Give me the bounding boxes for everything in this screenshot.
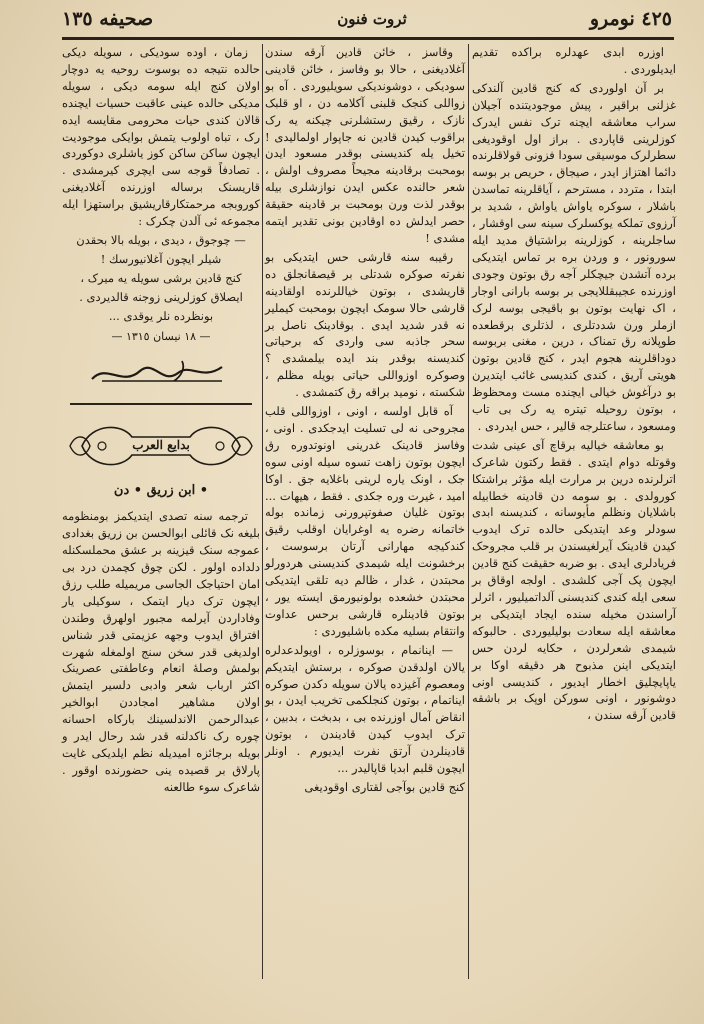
paragraph: رقیبه سنه قارشی حس ایتدیکی بو نفرته صوکره شدتلی بر قیصقانجلق ده قاریشدی ، بوتون خیاللرنده اولقادینه قارشی حالا سومک ایچون بومحبت کیملیر نه قدر شدید ایدی . بوقادینک ناصل بر سحر جاذبه سی واردی که برحیاتی کندیسنه بوقدر بند ایده بیلمشدی ؟ وصوکره اوزواللی حیاتی بویله مظلم ، شکسته ، نومید براقه رق کتمشدی .: [265, 249, 465, 400]
section-divider: [70, 403, 252, 405]
paragraph: کنج قادین بوآجی لقتاری اوقودیغی: [304, 779, 465, 794]
paragraph: آه قابل اولسه ، اونی ، اوزواللی قلب مجروحی نه لی تسلیت ایدجکدی . اونی ، وفاسز قادینک غدرینی اونوتدوره رق ایچون بوتون زاهت تسوه سیله اونی سوه جک ، اونک یاره لرینی باغلایه جق . اوکا امید ، غیرت وره جکدی . فقط ، هیهات ... بوتون غلیان صفوتپرورنی زمانده بوله خاتمانه رضره یه اوغرایان اوقلب رقیق کندکیجه مهارانی آرتان برسوست ، برخشونت ایله شیمدی کندیسنی هردورلو محبتدن ، غدار ، ظالم دیه تلقی ایتدیکی محبتدن خشعده بولونیورمق ایسته یور ، بوتون قادینلره قارشی برحس عداوت وانتقام بسلیه مکده باشلیوردی :: [265, 404, 465, 638]
column-right: [472, 44, 676, 979]
verse-line: بونظرده نلر یوقدی ...: [108, 308, 214, 323]
date-line: — ١٨ نیسان ١٣١٥ —: [111, 329, 211, 343]
page-header: [62, 8, 672, 36]
verse-line: کنج قادین برشی سویله یه میرک ،: [80, 270, 242, 285]
article-title: • ابن زریق • دن: [113, 483, 209, 499]
paragraph: — اینانمام ، بوسوزلره ، اویولدعدلره یالان اولدقدن صوکره ، برستش ایتدیکم ومعصوم آغیزده یالان سویله دکدن صوکره ایناتمام ، بوتون کنجلکمی تخریب ایدن ، بو انقاض آمال اوزرنده بی ، بدبخت ، بدبین ، ترک ایدوب کیدن قادیندن ، بوتون قادینلردن آرتق نفرت ایدیورم . اونلر ایچون قلبم ابدیا قاپالیدر ...: [265, 642, 465, 776]
journal-title: ثروت فنون: [337, 10, 407, 28]
author-signature: [62, 351, 260, 395]
column-divider: [262, 44, 263, 979]
paragraph: بو معاشقه خیالیه برقاچ آی عینی شدت وقوتله دوام ایتدی . فقط رکتون شاعرک اترلرنده درین بر مرارت ایله مؤثر براشتکا کورولدی . بو سومه دن قادینه خطابیله باشلایان ونظلم مأیوسانه ، کندیسنه ابدی سودلر وعد ایتدیکی حالده ترک ایدوب کیدن قادینک آیرلغیسندن بر قلب مجروحک فریادلری ایدی . بو ضربه حقیقت کنج قادین ایچون پک آجی کلشدی . اولجه اوقاق بر سعی ایله کندی کندیسنی آلداتمیلیور ، اثرلر آراسندن مخیله سنده ایجاد ایتدیکی بر معاشقه ایله سعادت بولیلیوردی . حالبوکه شیمدی شعرلردن ، حکایه لردن حس ایتدیکی اینن مذبوح هر دقیقه اوکا بر یاپایچلیق اخطار ایدیور ، کندیسی اونی دوشونور ، اونی سورکن اوپک بر باشقه قادین آرقه سندن ،: [472, 437, 676, 723]
header-rule: [62, 37, 674, 40]
paragraph: بر آن اولوردی که کنج قادین آلندکی غزلنی براقیر ، پیش موجودیتنده آجیلان سراب معاشقه ایچنه ترک نفس ایدرک کوزلرینی قاپاردی . براز اول اوقودیغی سطرلرک موسیقی سودا فزونی قولاقلرنده دائما اهتزاز ایدر ، صیجاق ، حریص بر بوسه ابتدا ، متردد ، مسترحم ، آیاقلرینه تماسدن باشلار ، سوکره یاواش یاواش ، شدید بر آرزوی تملکه یوکسلرک سینه سی اوقشار ، ساجلرینه ، کوزلرینه براشتیاق مدید ایله سورونور ، و وردن بره بر تماس ایتدیکی برده آتشدن جیچکلر آجه رق بوتون وجودی اوزرنده عجیبقللایجی بر بوسه بارانی اوجار ، اک نهایت بوتون بو باقیجی بوسه لرک ازملر ورن شددتلری ، لذتلری برقطعده طوپلانه رق تمناک ، درین ، مغنی بربوسه دوداقلرینه هجوم ایدر ، کنج قادین بوتون هویتی آریق ، کندی کندیسی غائب ایتدیرن بو درآغوش خیالی ایچنده مست ومحظوظ ، بوتون روحیله تیتره یه رک بی تاب ومسعود ، ساعتلرجه قالیر ، حس ایدردی .: [472, 80, 676, 433]
signature-image: [62, 351, 260, 395]
issue-number: ٤٢٥ نومرو: [589, 8, 672, 30]
verse-line: ایصلاق کوزلرینی زوجنه قالدیردی .: [79, 289, 243, 304]
section-ornament: [62, 413, 260, 479]
column-divider: [468, 44, 469, 979]
paragraph: زمان ، اوده سودیکی ، سویله دیکی حالده نتیجه ده بوسوت روحیه یه دوچار اولان کنج ایله سومه دیکی ، سویله مدیکی حالده عینی عاقبت حسیات ایچنده قالان کندی حیات محرومی مقایسه ایده رک ، تباه اولوب یتمش بوایکی موجودیت ایچون ساکن ساکن کوز یاشلری دوکوردی . تصادفاً قوجه سی ایچری کیرمشدی . قاریسنک برساله اوزرنده آغلادیغنی کوروبجه مرحمتکارقاریشیق براستهزا ایله مجموعه ئی آلدن چکرک :: [62, 45, 260, 229]
paragraph: وقاسز ، خائن قادین آرقه سندن آغلادیغنی ، حالا بو وفاسز ، خائن قادینی سودیکی ، دوشوندیکی سویلیوردی . آه بو زواللی کنجک قلبنی آکلامه دن ، او قلبک نازک ، رقیق رستشلرنی چیکنه یه رک براقوب کیدن قادین نه جاپوار اولمالیدی ! تخیل یله کندیسنی بوقدر مسعود ایدن بومحبت برقادینه مجیحاً مصروف اولش ، شعر حالنده عکس ایدن نوازشلری بیله بوقدر لذت ورن بومحبت بر قادینه حقیقة حصر ایدلش ده اوقادین بونی تقدیر ایتمه مشدی !: [265, 45, 465, 245]
verse-line: شیلر ایچون آغلانیورسك !: [100, 251, 222, 266]
verse-line: — چوجوق ، دیدی ، بویله بالا بحقدن: [76, 232, 246, 247]
section-title: بدایع العرب: [132, 438, 190, 453]
column-left: [62, 44, 260, 979]
paragraph: ترجمه سنه تصدی ایتدیکمز بومنظومه بلیغه نک قائلی ابوالحسن بن زریق بغدادی عموجه سنک قیزینه بر عشق محملسکنله دلداده اولور . لکن چوق کچمدن درد بی امان احتیاجک الجاسی مریمیله طلب رزق ایچون ترک دیار ایتمک ، سوکیلی یار وفاداردن آیرلمه مجبور اولهرق وطندن افتراق ایدوب وجهه عزیمتی قدر شناس اولدیغی قدر سخن سنج اولمغله شهرت بولمش وصلهٔ انعام وعاطفتی عصرینک اکثر ارباب شعر وادبی دلسیر ایتمش اولان مشاهیر امجاددن ابوالخیر عبدالرحمن الاندلسینك بارکاه احسانه چوره رک ناکدلنه قدر شد رحال ایدر و بویله برجائزه امیدیله نظم ایلدیکی غایت پارلاق بر قصیده ینی حضورنده اوقور . شاعرک سوء طالعنه: [62, 509, 260, 794]
paragraph: اوزره ابدی عهدلره براکده تقدیم ایدیلوردی .: [472, 45, 676, 76]
page-number: صحيفه ١٣٥: [62, 8, 154, 30]
column-middle: [265, 44, 465, 979]
